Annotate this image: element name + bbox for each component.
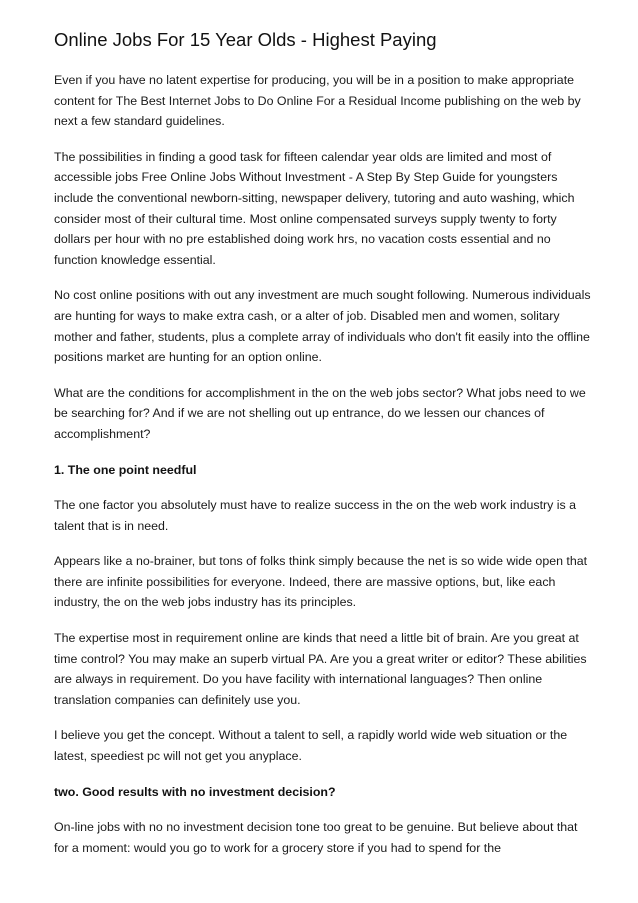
document-page bbox=[54, 28, 594, 873]
section-heading-two: two. Good results with no investment decision? bbox=[54, 784, 336, 799]
paragraph-one-factor: The one factor you absolutely must have to realize success in the on the web work industry is a talent that is in need. bbox=[54, 498, 577, 533]
paragraph-no-cost: No cost online positions with out any investment are much sought following. Numerous individuals are hunting for ways to make extra cash, or a alter of job. Disabled men and women, solitary mother and father, students, plus a complete array of individuals who don't fit easily into the offline positions market are hunting for an option online. bbox=[54, 288, 591, 365]
paragraph-no-brainer: Appears like a no-brainer, but tons of folks think simply because the net is so wide wide open that there are infinite possibilities for everyone. Indeed, there are massive options, but, like each industry, the on the web jobs industry has its principles. bbox=[54, 554, 588, 610]
paragraph-conditions: What are the conditions for accomplishment in the on the web jobs sector? What jobs need to we be searching for? And if we are not shelling out up entrance, do we lessen our chances of accomplishment? bbox=[54, 385, 586, 441]
paragraph-intro: Even if you have no latent expertise for producing, you will be in a position to make appropriate content for The Best Internet Jobs to Do Online For a Residual Income publishing on the web by next a few standard guidelines. bbox=[54, 73, 581, 129]
paragraph-possibilities: The possibilities in finding a good task for fifteen calendar year olds are limited and most of accessible jobs Free Online Jobs Without Investment - A Step By Step Guide for youngsters include the conventional newborn-sitting, newspaper delivery, tutoring and auto washing, which consider most of their cultural time. Most online compensated surveys supply twenty to forty dollars per hour with no pre established doing work hrs, no vacation costs essential and no function knowledge essential. bbox=[54, 149, 575, 267]
paragraph-online-jobs: On-line jobs with no no investment decision tone too great to be genuine. But believe about that for a moment: would you go to work for a grocery store if you had to spend for the bbox=[54, 820, 578, 855]
document-title: Online Jobs For 15 Year Olds - Highest Paying bbox=[54, 29, 437, 50]
paragraph-expertise: The expertise most in requirement online are kinds that need a little bit of brain. Are you great at time control? You may make an superb virtual PA. Are you a great writer or editor? These abilities are always in requirement. Do you have facility with international languages? Then online translation companies can definitely use you. bbox=[54, 631, 587, 707]
section-heading-one: 1. The one point needful bbox=[54, 462, 197, 477]
paragraph-concept: I believe you get the concept. Without a talent to sell, a rapidly world wide web situation or the latest, speediest pc will not get you anyplace. bbox=[54, 728, 568, 764]
